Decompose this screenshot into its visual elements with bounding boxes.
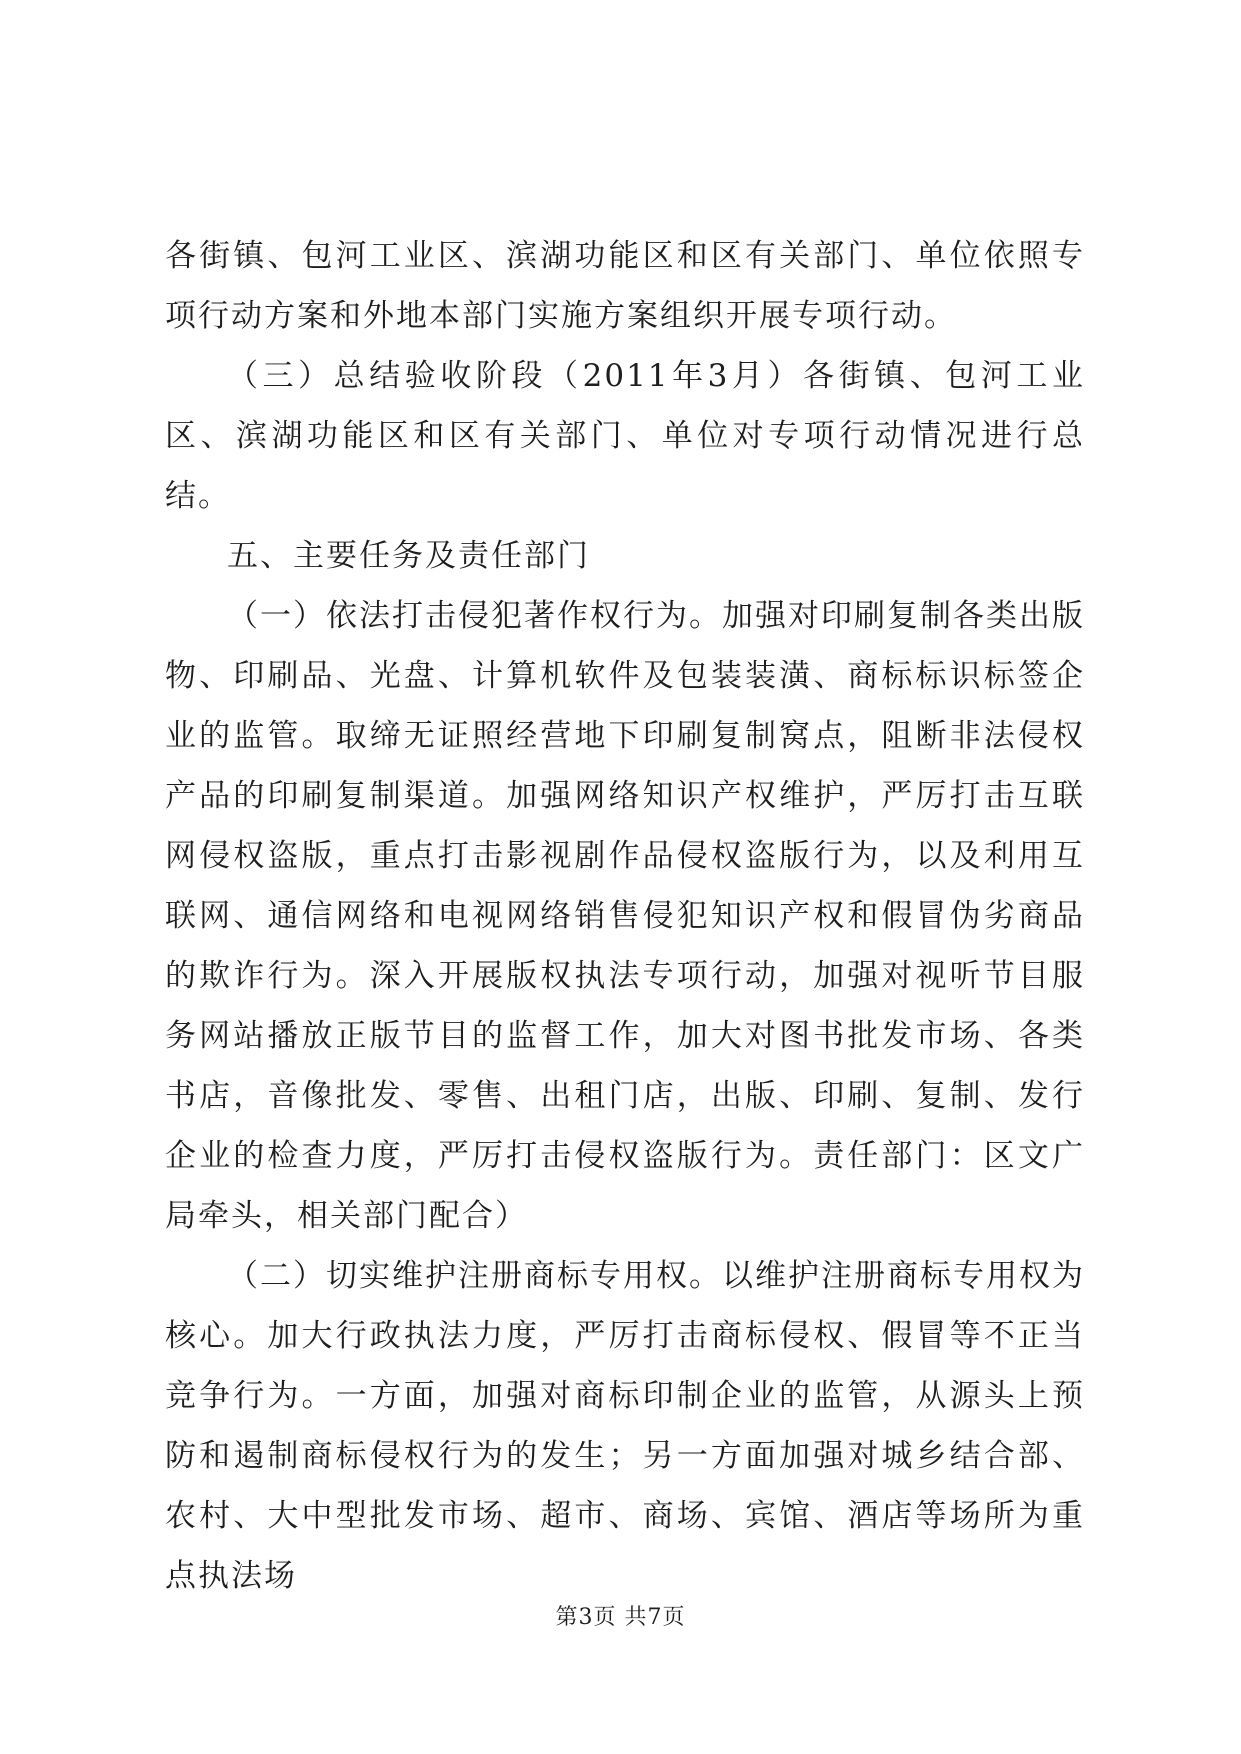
section-heading-main-tasks: 五、主要任务及责任部门 — [227, 538, 590, 574]
paragraph-copyright: （一）依法打击侵犯著作权行为。加强对印刷复制各类出版物、印刷品、光盘、计算机软件及包装装潢、商标标识标签企业的监管。取缔无证照经营地下印刷复制窝点，阻断非法侵权产品的印刷复制渠道。加强网络知识产权维护，严厉打击互联网侵权盗版，重点打击影视剧作品侵权盗版行为，以及利用互联网、通信网络和电视网络销售侵犯知识产权和假冒伪劣商品的欺诈行为。深入开展版权执法专项行动，加强对视听节目服务网站播放正版节目的监督工作，加大对图书批发市场、各类书店，音像批发、零售、出租门店，出版、印刷、复制、发行企业的检查力度，严厉打击侵权盗版行为。责任部门：区文广局牵头，相关部门配合） — [165, 598, 1085, 1234]
page-footer: 第3页 共7页 — [555, 1605, 686, 1630]
paragraph-continuation: 各街镇、包河工业区、滨湖功能区和区有关部门、单位依照专项行动方案和外地本部门实施方案组织开展专项行动。 — [165, 238, 1085, 334]
paragraph-trademark: （二）切实维护注册商标专用权。以维护注册商标专用权为核心。加大行政执法力度，严厉打击商标侵权、假冒等不正当竞争行为。一方面，加强对商标印制企业的监管，从源头上预防和遏制商标侵权行为的发生；另一方面加强对城乡结合部、农村、大中型批发市场、超市、商场、宾馆、酒店等场所为重点执法场 — [165, 1258, 1085, 1594]
document-body — [165, 226, 1085, 1606]
paragraph-summary-stage: （三）总结验收阶段（2011年3月）各街镇、包河工业区、滨湖功能区和区有关部门、单位对专项行动情况进行总结。 — [165, 358, 1085, 514]
